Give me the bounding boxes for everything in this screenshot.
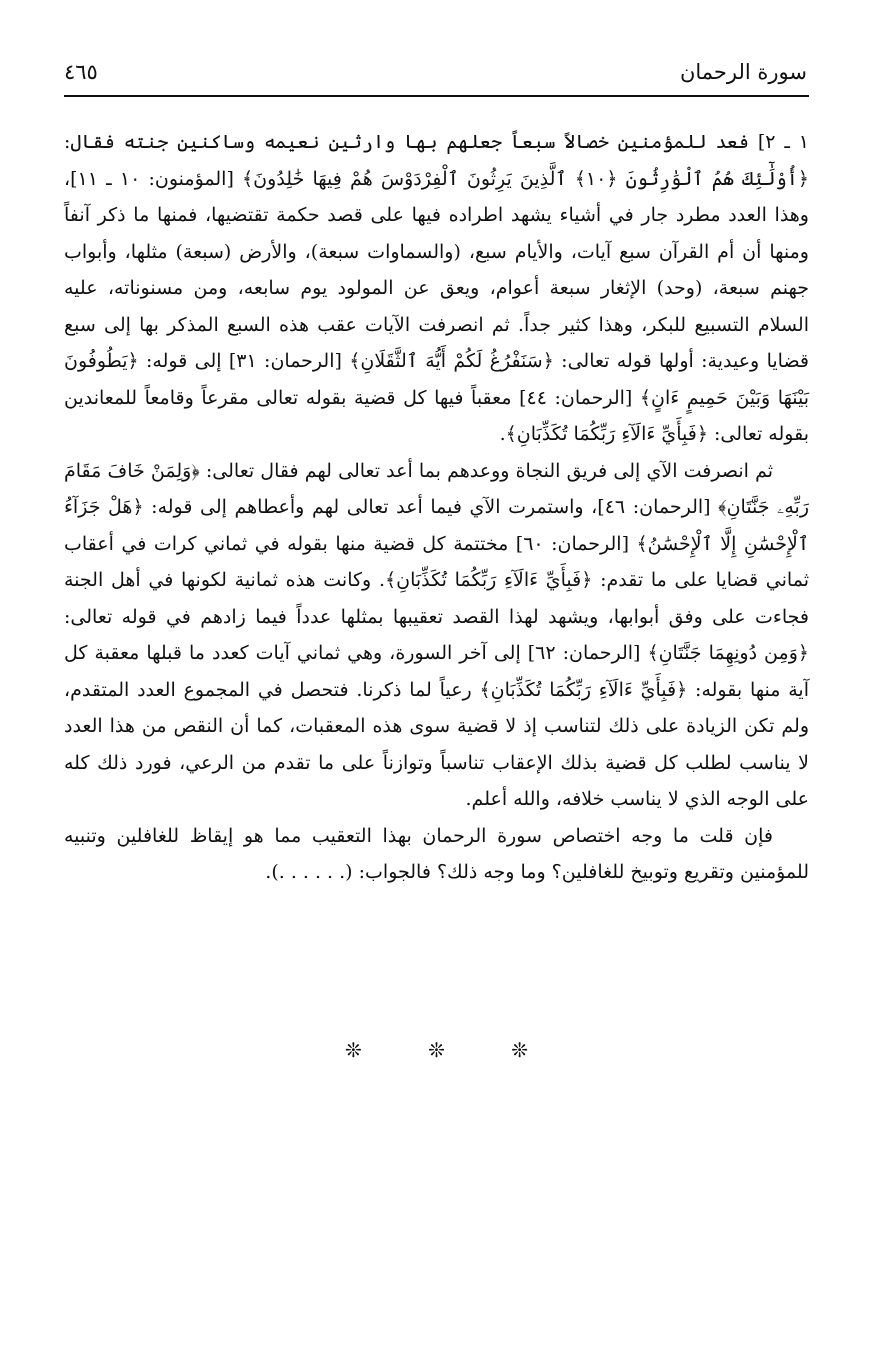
page-number: ٤٦٥	[64, 60, 98, 84]
body-text	[64, 124, 809, 891]
surah-title: سورة الرحمان	[679, 60, 807, 84]
section-separator: ❊ ❊ ❊	[345, 1038, 558, 1062]
header-divider	[64, 95, 809, 97]
page-header	[64, 46, 807, 98]
paragraph-3: فإن قلت ما وجه اختصاص سورة الرحمان بهذا التعقيب مما هو إيقاظ للغافلين وتنبيه للمؤمنين وتقريع وتوبيخ للغافلين؟ وما وجه ذلك؟ فالجواب: (. . . . . .).	[64, 824, 809, 883]
paragraph-1: ١ ـ ٢] فعد للمؤمنين خصالاً سبعاً جعلهم بها وارثين نعيمه وساكنين جنته فقال: ﴿أُوْلَٰٓئِكَ هُمُ ٱلْوَٰرِثُونَ ﴿١٠﴾ ٱلَّذِينَ يَرِثُونَ ٱلْفِرْدَوْسَ هُمْ فِيهَا خَٰلِدُونَ﴾ [المؤمنون: ١٠ ـ ١١]، وهذا العدد مطرد جار في أشياء يشهد اطراده فيها على قصد حكمة تقتضيها، فمنها ما ذكر آنفاً ومنها أن أم القرآن سبع آيات، والأيام سبع، (والسماوات سبعة)، والأرض (سبعة) مثلها، وأبواب جهنم سبعة، (وحد) الإثغار سبعة أعوام، ويعق عن المولود يوم سابعه، ومن مسنوناته، عليه السلام التسبيع للبكر، وهذا كثير جداً. ثم انصرفت الآيات عقب هذه السبع المذكر بها إلى سبع قضايا وعيدية: أولها قوله تعالى: ﴿سَنَفْرُغُ لَكُمْ أَيُّهَ ٱلثَّقَلَانِ﴾ [الرحمان: ٣١] إلى قوله: ﴿يَطُوفُونَ بَيْنَهَا وَبَيْنَ حَمِيمٍ ءَانٍ﴾ [الرحمان: ٤٤] معقباً فيها كل قضية بقوله تعالى مقرعاً وقامعاً للمعاندين بقوله تعالى: ﴿فَبِأَيِّ ءَالَآءِ رَبِّكُمَا تُكَذِّبَانِ﴾.	[64, 131, 809, 445]
paragraph-2: ثم انصرفت الآي إلى فريق النجاة ووعدهم بما أعد تعالى لهم فقال تعالى: ﴿وَلِمَنْ خَافَ مَقَامَ رَبِّهِۦ جَنَّتَانِ﴾ [الرحمان: ٤٦]، واستمرت الآي فيما أعد تعالى لهم وأعطاهم إلى قوله: ﴿هَلْ جَزَآءُ ٱلْإِحْسَٰنِ إِلَّا ٱلْإِحْسَٰنُ﴾ [الرحمان: ٦٠] مختتمة كل قضية منها بقوله في ثماني كرات في أعقاب ثماني قضايا على ما تقدم: ﴿فَبِأَيِّ ءَالَآءِ رَبِّكُمَا تُكَذِّبَانِ﴾. وكانت هذه ثمانية لكونها في أهل الجنة فجاءت على وفق أبوابها، ويشهد لهذا القصد تعقيبها بمثلها عدداً فيما زادهم في قوله تعالى: ﴿وَمِن دُونِهِمَا جَنَّتَانِ﴾ [الرحمان: ٦٢] إلى آخر السورة، وهي ثماني آيات كعدد ما قبلها معقبة كل آية منها بقوله: ﴿فَبِأَيِّ ءَالَآءِ رَبِّكُمَا تُكَذِّبَانِ﴾ رعياً لما ذكرنا. فتحصل في المجموع العدد المتقدم، ولم تكن الزيادة على ذلك لتناسب إذ لا قضية سوى هذه المعقبات، كما أن النقص من هذا العدد لا يناسب لطلب كل قضية بذلك الإعقاب تناسباً وتوازناً على ما تقدم من الرعي، فورد ذلك كله على الوجه الذي لا يناسب خلافه، والله أعلم.	[64, 459, 809, 810]
